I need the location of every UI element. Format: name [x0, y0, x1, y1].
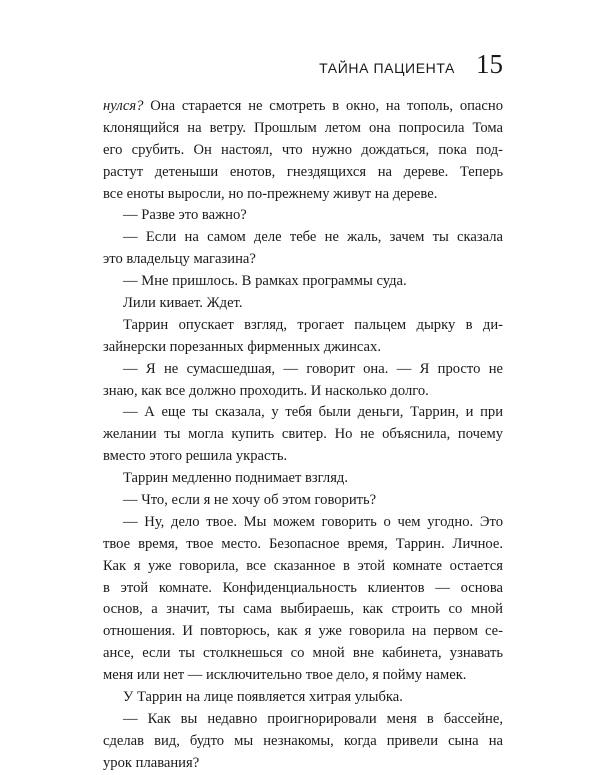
text-line: зайнерски порезанных фирменных джинсах. [103, 338, 381, 355]
italic-fragment: нулся? [103, 98, 144, 114]
line-rest: Она старается не смотреть в окно, на тополь, опасно [143, 98, 503, 114]
text-line: — Что, если я не хочу об этом говорить? [123, 492, 377, 509]
body-text [103, 96, 503, 775]
text-line: основ, а значит, ты сама выбираешь, как строить со мной [103, 601, 503, 618]
text-line: знаю, как все должно проходить. И насколько долго. [103, 382, 429, 399]
text-line: твое время, твое место. Безопасное время, Таррин. Личное. [103, 535, 503, 552]
text-line: это владельцу магазина? [103, 251, 256, 268]
text-line: — Как вы недавно проигнорировали меня в бассейне, [123, 710, 503, 727]
text-line: в этой комнате. Конфиденциальность клиентов — основа [103, 579, 503, 596]
text-line: все еноты выросли, но по-прежнему живут на дереве. [103, 185, 438, 202]
page-number: 15 [476, 49, 503, 79]
text-line: — Мне пришлось. В рамках программы суда. [123, 273, 407, 290]
text-line: — Я не сумасшедшая, — говорит она. — Я просто не [123, 360, 503, 377]
text-line: желании ты могла купить свитер. Но не объяснила, почему [103, 426, 503, 443]
text-line: его срубить. Он настоял, что нужно дождаться, пока под- [103, 141, 503, 158]
text-line: Таррин опускает взгляд, трогает пальцем дырку в ди- [123, 316, 503, 333]
running-title: ТАЙНА ПАЦИЕНТА [319, 60, 455, 76]
text-line: вместо этого решила украсть. [103, 448, 288, 465]
text-line [103, 96, 503, 118]
running-head [103, 48, 503, 84]
text-line: ансе, если ты столкнешься со мной вне кабинета, узнавать [103, 645, 503, 662]
text-line: — Если на самом деле тебе не жаль, зачем ты сказала [123, 229, 503, 246]
text-line: растут детеныши енотов, гнездящихся на дереве. Теперь [103, 163, 503, 180]
text-line: меня или нет — исключительно твое дело, я пойму намек. [103, 667, 467, 684]
text-line: Как я уже говорила, все сказанное в этой комнате остается [103, 557, 503, 574]
text-line: урок плавания? [103, 754, 200, 771]
text-line: клонящийся на ветру. Прошлым летом она попросила Тома [103, 119, 503, 136]
text-line: Таррин медленно поднимает взгляд. [123, 470, 348, 487]
text-line: отношения. И повторюсь, как я уже говорила на первом се- [103, 623, 503, 640]
text-line: — А еще ты сказала, у тебя были деньги, Таррин, и при [123, 404, 503, 421]
text-line: — Разве это важно? [123, 207, 247, 224]
text-line: сделав вид, будто мы незнакомы, когда привели сына на [103, 732, 503, 749]
text-line: У Таррин на лице появляется хитрая улыбка. [123, 689, 403, 706]
text-line: — Ну, дело твое. Мы можем говорить о чем угодно. Это [123, 513, 503, 530]
text-line: Лили кивает. Ждет. [123, 295, 243, 312]
